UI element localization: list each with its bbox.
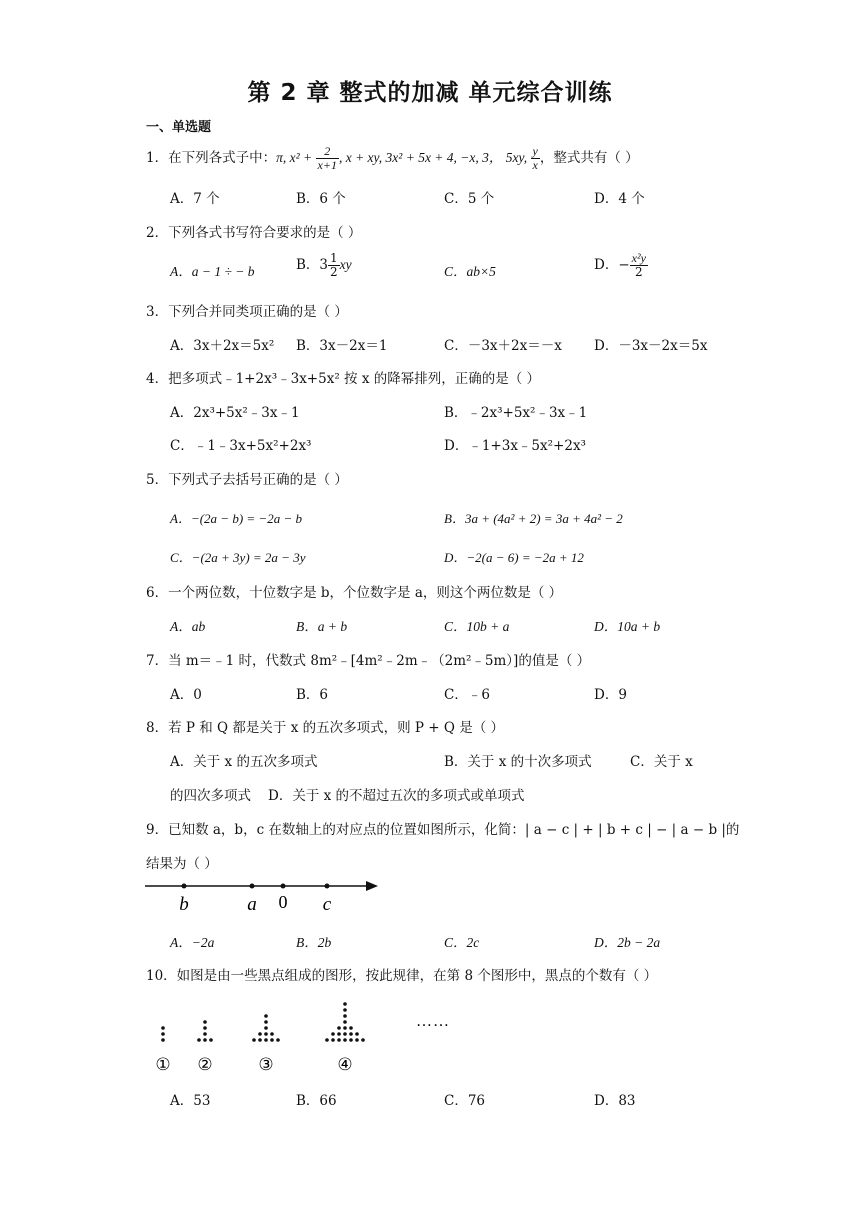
q1-expr-part1: π, x² +	[276, 150, 316, 166]
q2-d-num: x²y	[631, 251, 646, 265]
q3-option-a[interactable]: A．3x＋2x＝5x²	[170, 338, 275, 354]
q6-option-d[interactable]: D．10a + b	[594, 619, 661, 634]
q6-option-c[interactable]: C．10b + a	[444, 619, 510, 634]
q5-option-c[interactable]: C．−(2a + 3y) = 2a − 3y	[170, 550, 306, 565]
q1-option-b[interactable]: B．6 个	[296, 191, 346, 207]
q2-option-c[interactable]: C．ab×5	[444, 264, 496, 279]
q3-option-d[interactable]: D．－3x－2x＝5x	[594, 338, 708, 354]
question-7-stem: 7．当 m＝﹣1 时，代数式 8m²﹣[4m²﹣2m﹣（2m²﹣5m）]的值是（ ）	[146, 653, 591, 669]
pattern-dot	[203, 1020, 207, 1024]
q2-b-prefix: B．3	[296, 257, 329, 274]
pattern-dot	[258, 1038, 262, 1042]
q1-stem-suffix: ，整式共有（ ）	[539, 150, 639, 167]
pattern-dot	[258, 1032, 262, 1036]
q6-option-a[interactable]: A．ab	[170, 619, 206, 634]
pattern-dot	[264, 1020, 268, 1024]
question-4-stem: 4．把多项式﹣1+2x³﹣3x+5x² 按 x 的降幂排列，正确的是（ ）	[146, 371, 541, 387]
q2-b-den: 2	[330, 265, 338, 280]
q6-option-b[interactable]: B．a + b	[296, 619, 348, 634]
point-origin	[281, 884, 286, 889]
pattern-dot	[355, 1038, 359, 1042]
q5-option-b[interactable]: B．3a + (4a² + 2) = 3a + 4a² − 2	[444, 511, 623, 526]
q8-option-c[interactable]: C．关于 x	[630, 754, 693, 770]
pattern-dot	[203, 1026, 207, 1030]
q3-option-b[interactable]: B．3x－2x＝1	[296, 338, 388, 354]
label-a: a	[247, 894, 257, 915]
question-9-stem: 9．已知数 a，b，c 在数轴上的对应点的位置如图所示，化简：| a − c | + | b + c | − | a − b |的	[146, 822, 740, 838]
pattern-dot	[355, 1032, 359, 1036]
pattern-dot	[343, 1026, 347, 1030]
pattern-dot	[161, 1038, 165, 1042]
pattern-dot	[264, 1014, 268, 1018]
q1-fraction-2	[531, 145, 540, 172]
q8-option-c-cont: 的四次多项式	[170, 788, 251, 804]
label-c: c	[322, 894, 332, 915]
pattern-dot	[343, 1032, 347, 1036]
q1-option-c[interactable]: C．5 个	[444, 191, 495, 207]
q2-option-d[interactable]	[594, 252, 648, 279]
q1-stem-prefix: 1．在下列各式子中：	[146, 150, 277, 167]
figure-ellipsis: ……	[416, 1013, 450, 1030]
question-10-stem: 10．如图是由一些黑点组成的图形，按此规律，在第 8 个图形中，黑点的个数有（ ）	[146, 968, 658, 984]
figure-label-1: ①	[155, 1055, 171, 1074]
pattern-dot	[361, 1038, 365, 1042]
q2-option-b[interactable]	[296, 252, 352, 279]
question-5-stem: 5．下列式子去括号正确的是（ ）	[146, 472, 348, 488]
pattern-dot	[349, 1032, 353, 1036]
pattern-dot	[343, 1002, 347, 1006]
question-1-stem	[146, 145, 639, 172]
pattern-dot	[203, 1032, 207, 1036]
q7-option-c[interactable]: C．﹣6	[444, 687, 490, 703]
dot-pattern-figure	[145, 990, 475, 1075]
pattern-dot	[343, 1014, 347, 1018]
q5-option-d[interactable]: D．−2(a − 6) = −2a + 12	[444, 550, 584, 565]
pattern-dot	[252, 1038, 256, 1042]
pattern-dot	[161, 1026, 165, 1030]
q7-option-d[interactable]: D．9	[594, 687, 627, 703]
q2-d-prefix: D．−	[594, 257, 630, 274]
question-8-stem: 8．若 P 和 Q 都是关于 x 的五次多项式，则 P + Q 是（ ）	[146, 720, 505, 736]
pattern-dot	[264, 1026, 268, 1030]
label-b: b	[179, 894, 189, 915]
q1-option-a[interactable]: A．7 个	[170, 191, 220, 207]
q8-option-a[interactable]: A．关于 x 的五次多项式	[170, 754, 318, 770]
q2-d-fraction	[630, 252, 648, 279]
q9-option-b[interactable]: B．2b	[296, 935, 332, 950]
pattern-dot	[337, 1038, 341, 1042]
figure-label-4: ④	[337, 1055, 353, 1074]
q2-b-num: 1	[330, 251, 338, 265]
q1-frac-den: x+1	[317, 158, 337, 173]
q9-option-c[interactable]: C．2c	[444, 935, 480, 950]
q5-option-a[interactable]: A．−(2a − b) = −2a − b	[170, 511, 302, 526]
q2-b-fraction	[328, 252, 340, 279]
q10-option-a[interactable]: A．53	[170, 1093, 211, 1109]
page-title: 第 2 章 整式的加减 单元综合训练	[247, 80, 613, 106]
q2-d-den: 2	[634, 265, 643, 280]
dot-pattern-dots	[161, 1002, 365, 1042]
point-c	[325, 884, 330, 889]
q9-option-a[interactable]: A．−2a	[170, 935, 215, 950]
q4-option-b[interactable]: B．﹣2x³+5x²﹣3x﹣1	[444, 405, 588, 421]
question-9-stem-cont: 结果为（ ）	[146, 856, 218, 872]
q1-expr-part2: , x + xy, 3x² + 5x + 4, −x, 3， 5xy,	[338, 150, 531, 166]
q10-option-d[interactable]: D．83	[594, 1093, 636, 1109]
q2-option-a[interactable]: A．a − 1 ÷ − b	[170, 264, 255, 279]
q4-option-a[interactable]: A．2x³+5x²﹣3x﹣1	[170, 405, 300, 421]
pattern-dot	[337, 1032, 341, 1036]
q1-frac2-num: y	[532, 144, 538, 158]
question-6-stem: 6．一个两位数，十位数字是 b，个位数字是 a，则这个两位数是（ ）	[146, 585, 563, 601]
pattern-dot	[349, 1026, 353, 1030]
label-zero: 0	[278, 892, 288, 912]
pattern-dot	[331, 1032, 335, 1036]
pattern-dot	[264, 1032, 268, 1036]
point-b	[182, 884, 187, 889]
pattern-dot	[343, 1008, 347, 1012]
number-line-arrow-icon	[366, 881, 378, 891]
point-a	[250, 884, 255, 889]
pattern-dot	[276, 1038, 280, 1042]
pattern-dot	[343, 1038, 347, 1042]
pattern-dot	[337, 1026, 341, 1030]
q7-option-b[interactable]: B．6	[296, 687, 329, 703]
pattern-dot	[161, 1032, 165, 1036]
q9-option-d[interactable]: D．2b − 2a	[594, 935, 661, 950]
q7-option-a[interactable]: A．0	[170, 687, 202, 703]
q1-frac2-den: x	[532, 158, 538, 173]
q1-fraction	[316, 145, 339, 172]
number-line-figure	[140, 870, 390, 920]
q4-option-d[interactable]: D．﹣1+3x﹣5x²+2x³	[444, 438, 586, 454]
q3-option-c[interactable]: C．－3x＋2x＝－x	[444, 338, 562, 354]
question-2-stem: 2．下列各式书写符合要求的是（ ）	[146, 225, 362, 241]
q1-option-d[interactable]: D．4 个	[594, 191, 645, 207]
pattern-dot	[264, 1038, 268, 1042]
pattern-dot	[325, 1038, 329, 1042]
figure-label-3: ③	[258, 1055, 274, 1074]
pattern-dot	[343, 1020, 347, 1024]
question-3-stem: 3．下列合并同类项正确的是（ ）	[146, 304, 348, 320]
q8-option-b[interactable]: B．关于 x 的十次多项式	[444, 754, 592, 770]
pattern-dot	[209, 1038, 213, 1042]
pattern-dot	[270, 1032, 274, 1036]
pattern-dot	[349, 1038, 353, 1042]
pattern-dot	[270, 1038, 274, 1042]
section-heading: 一、单选题	[146, 120, 212, 135]
figure-label-2: ②	[197, 1055, 213, 1074]
pattern-dot	[197, 1038, 201, 1042]
q10-option-c[interactable]: C．76	[444, 1093, 486, 1109]
q1-frac-num: 2	[316, 145, 339, 159]
q2-b-suffix: xy	[339, 257, 352, 273]
pattern-dot	[331, 1038, 335, 1042]
q4-option-c[interactable]: C．﹣1﹣3x+5x²+2x³	[170, 438, 312, 454]
q10-option-b[interactable]: B．66	[296, 1093, 337, 1109]
pattern-dot	[203, 1038, 207, 1042]
q8-option-d[interactable]: D．关于 x 的不超过五次的多项式或单项式	[268, 788, 525, 804]
